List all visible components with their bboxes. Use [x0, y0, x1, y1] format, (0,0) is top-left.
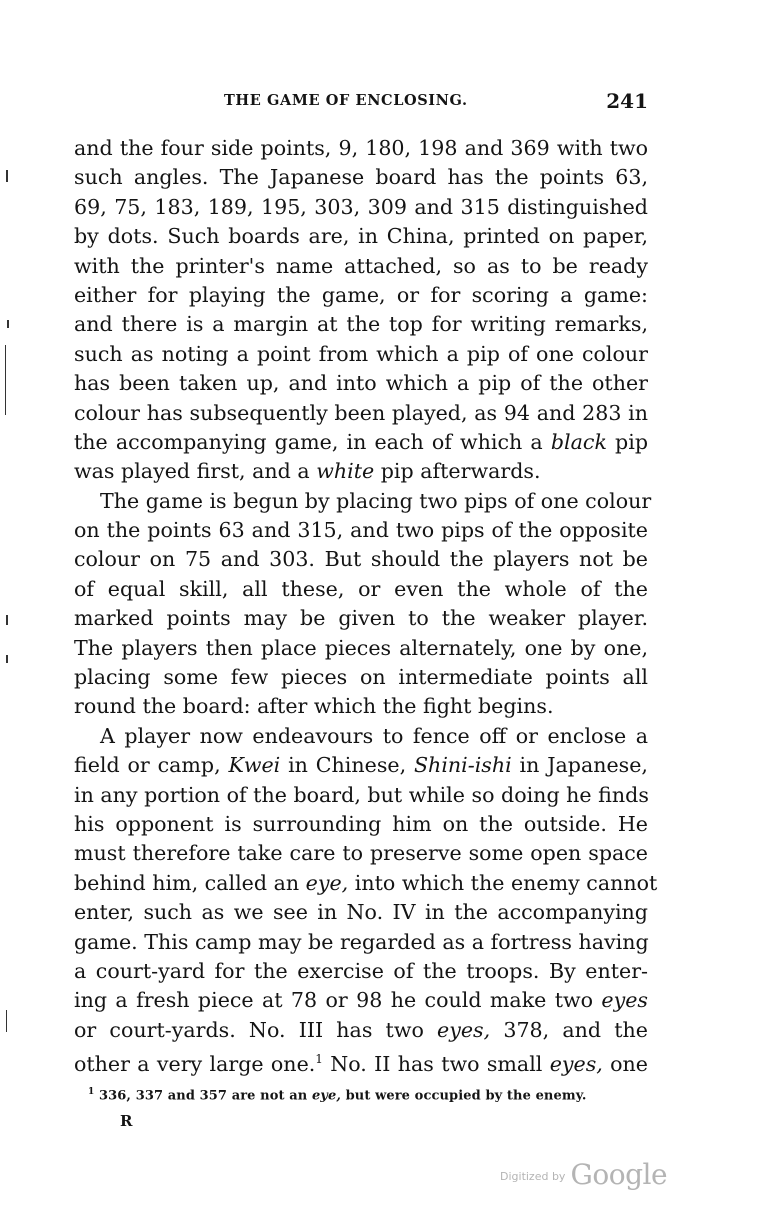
italic-word: Shini-ishi	[413, 753, 512, 778]
scan-artifact	[7, 320, 9, 328]
footnote-ref: 1	[315, 1052, 323, 1067]
text-line: marked points may be given to the weaker player.	[74, 606, 648, 631]
text-line: colour has subsequently been played, as 94 and 283 in	[74, 400, 648, 425]
text-line: 69, 75, 183, 189, 195, 303, 309 and 315 distinguished	[74, 194, 648, 219]
digitized-watermark	[500, 1158, 667, 1191]
italic-word: eyes,	[437, 1017, 491, 1042]
scan-artifact	[6, 170, 8, 182]
running-title: THE GAME OF ENCLOSING.	[224, 92, 468, 109]
text-line: field or camp, Kwei in Chinese, Shini-ishi in Japanese,	[74, 753, 648, 778]
text-line: either for playing the game, or for scoring a game:	[74, 282, 648, 307]
text-line: with the printer's name attached, so as to be ready	[74, 253, 648, 278]
google-logo: Google	[570, 1158, 668, 1191]
signature-mark: R	[120, 1112, 133, 1130]
watermark-prefix: Digitized by	[500, 1170, 566, 1183]
italic-word: white	[316, 459, 375, 484]
text-line: The game is begun by placing two pips of one colour	[100, 488, 652, 513]
text-line: enter, such as we see in No. IV in the accompanying	[74, 900, 648, 925]
italic-word: eyes,	[549, 1051, 603, 1076]
page-header	[74, 90, 648, 118]
text-line: in any portion of the board, but while so doing he finds	[74, 782, 649, 807]
text-line: and there is a margin at the top for writing remarks,	[74, 312, 648, 337]
text-line: other a very large one.$^1$ No. II has two small eyes, one	[74, 1051, 648, 1076]
italic-word: eye,	[311, 1088, 341, 1104]
italic-word: eyes	[601, 988, 648, 1013]
text-line: of equal skill, all these, or even the whole of the	[74, 576, 648, 601]
text-line: must therefore take care to preserve some open space	[74, 841, 648, 866]
text-line: and the four side points, 9, 180, 198 and 369 with two	[74, 136, 648, 160]
italic-word: black	[550, 429, 607, 454]
text-line: the accompanying game, in each of which a black pip	[74, 429, 649, 454]
text-line: on the points 63 and 315, and two pips of the opposite	[74, 518, 648, 543]
text-line: or court-yards. No. III has two eyes, 378, and the	[74, 1017, 648, 1042]
footnote: $^1$ 336, 337 and 357 are not an eye, but were occupied by the enemy.	[88, 1087, 587, 1104]
text-line: by dots. Such boards are, in China, printed on paper,	[74, 224, 648, 249]
text-line: placing some few pieces on intermediate points all	[74, 665, 648, 690]
text-line: colour on 75 and 303. But should the players not be	[74, 547, 648, 572]
footnote-marker: 1	[88, 1087, 95, 1097]
body-text	[74, 134, 658, 1076]
text-line: behind him, called an eye, into which the enemy cannot	[74, 870, 658, 895]
text-line: game. This camp may be regarded as a fortress having	[74, 929, 649, 954]
italic-word: Kwei	[228, 753, 281, 778]
text-line: such as noting a point from which a pip of one colour	[74, 341, 648, 366]
page-number: 241	[606, 89, 648, 113]
text-line: The players then place pieces alternately, one by one,	[74, 635, 648, 660]
italic-word: eye,	[305, 870, 349, 895]
scan-artifact	[6, 1010, 7, 1032]
scan-artifact	[6, 615, 8, 625]
text-line: his opponent is surrounding him on the outside. He	[74, 811, 648, 836]
text-line: a court-yard for the exercise of the troops. By enter-	[74, 958, 648, 983]
text-line: round the board: after which the fight begins.	[74, 694, 554, 719]
text-line: has been taken up, and into which a pip of the other	[74, 371, 648, 396]
text-line: was played first, and a white pip afterwards.	[74, 459, 541, 484]
scan-artifact	[5, 345, 6, 415]
text-line: A player now endeavours to fence off or enclose a	[100, 723, 648, 748]
text-line: such angles. The Japanese board has the points 63,	[74, 165, 648, 190]
scan-artifact	[6, 655, 8, 663]
text-line: ing a fresh piece at 78 or 98 he could make two eyes	[74, 988, 648, 1013]
